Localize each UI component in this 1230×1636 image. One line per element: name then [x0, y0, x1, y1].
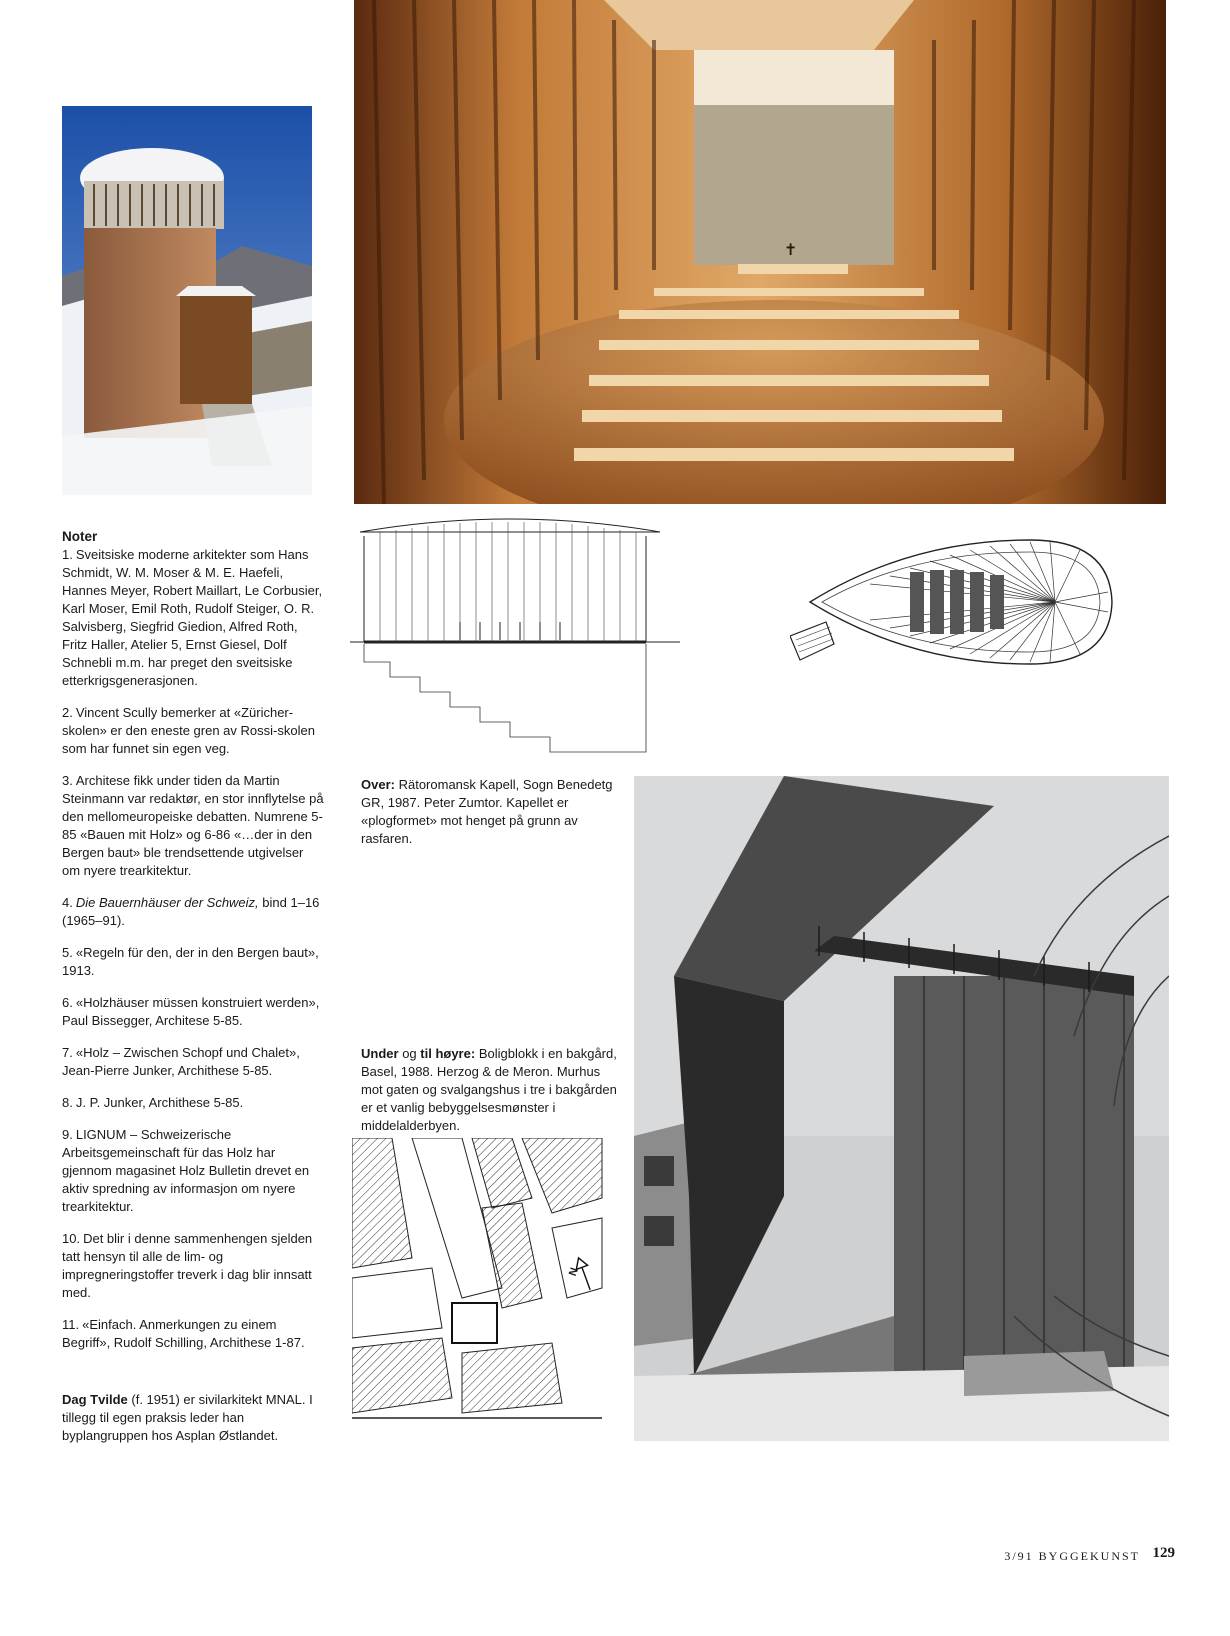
site-plan-drawing: [352, 1138, 612, 1428]
notes-list: [62, 546, 324, 1352]
author-bio-text: (f. 1951) er sivilarkitekt MNAL. I tillegg til egen praksis leder han byplangruppen hos Asplan Østlandet.: [62, 1392, 313, 1443]
note-item: 10. Det blir i denne sammenhengen sjelden tatt hensyn til alle de lim- og impregneringstoffer treverk i dag blir innsatt med.: [62, 1231, 313, 1300]
svg-text:✝: ✝: [784, 240, 798, 259]
note-item: 3. Architese fikk under tiden da Martin Steinmann var redaktør, en stor innflytelse på den mellomeuropeiske debatten. Numrene 5-85 «Bauen mit Holz» og 6-86 «…der in den Bergen baut» ble trendsettende utgivelser om nyere trearkitektur.: [62, 773, 324, 878]
note-item: 7. «Holz – Zwischen Schopf und Chalet», Jean-Pierre Junker, Archithese 5-85.: [62, 1045, 300, 1078]
note-item: 6. «Holzhäuser müssen konstruiert werden», Paul Bissegger, Architese 5-85.: [62, 995, 320, 1028]
note-item: 9. LIGNUM – Schweizerische Arbeitsgemeinschaft für das Holz har gjennom magasinet Holz Bulletin drevet en aktiv spredning av informasjon om nyere trearkitektur.: [62, 1127, 310, 1214]
chapel-interior-photo: [354, 0, 1166, 504]
note-item: 8. J. P. Junker, Archithese 5-85.: [62, 1095, 244, 1110]
note-item: 5. «Regeln für den, der in den Bergen baut», 1913.: [62, 945, 319, 978]
notes-section: [62, 528, 324, 1366]
north-label: N: [566, 1266, 581, 1278]
caption-under: Under og til høyre: Boligblokk i en bakgård, Basel, 1988. Herzog & de Meron. Murhus mot gaten og svalgangshus i tre i bakgården er et vanlig bebyggelsesmønster i middelalderbyen.: [361, 1046, 617, 1133]
issue-label: 3/91 BYGGEKUNST: [1004, 1549, 1140, 1563]
note-item: 4. Die Bauernhäuser der Schweiz, bind 1–16 (1965–91).: [62, 895, 320, 928]
page-number: 129: [1152, 1545, 1175, 1561]
author-name: Dag Tvilde: [62, 1392, 128, 1407]
note-item: 2. Vincent Scully bemerker at «Züricher-skolen» er den eneste gren av Rossi-skolen som har funnet sin egen veg.: [62, 705, 315, 756]
chapel-section-drawing: [350, 512, 680, 762]
note-item: 1. Sveitsiske moderne arkitekter som Hans Schmidt, W. M. Moser & M. E. Haefeli, Hannes Meyer, Robert Maillart, Le Corbusier, Karl Moser, Emil Roth, Rudolf Steiger, O. R. Salvisberg, Siegfrid Giedion, Alfred Roth, Fritz Haller, Atelier 5, Ernst Giesel, Dolf Schnebli m.m. har preget den sveitsiske etterkrigsgenerasjonen.: [62, 547, 323, 688]
chapel-plan-drawing: [790, 520, 1130, 692]
caption-over: Over: Rätoromansk Kapell, Sogn Benedetg GR, 1987. Peter Zumtor. Kapellet er «plogformet» mot henget på grunn av rasfaren.: [361, 777, 613, 846]
author-bio: [62, 1391, 324, 1445]
chapel-exterior-photo: [62, 106, 312, 495]
notes-heading: Noter: [62, 529, 98, 544]
note-item: 11. «Einfach. Anmerkungen zu einem Begriff», Rudolf Schilling, Archithese 1-87.: [62, 1317, 305, 1350]
housing-block-photo: [634, 776, 1169, 1441]
